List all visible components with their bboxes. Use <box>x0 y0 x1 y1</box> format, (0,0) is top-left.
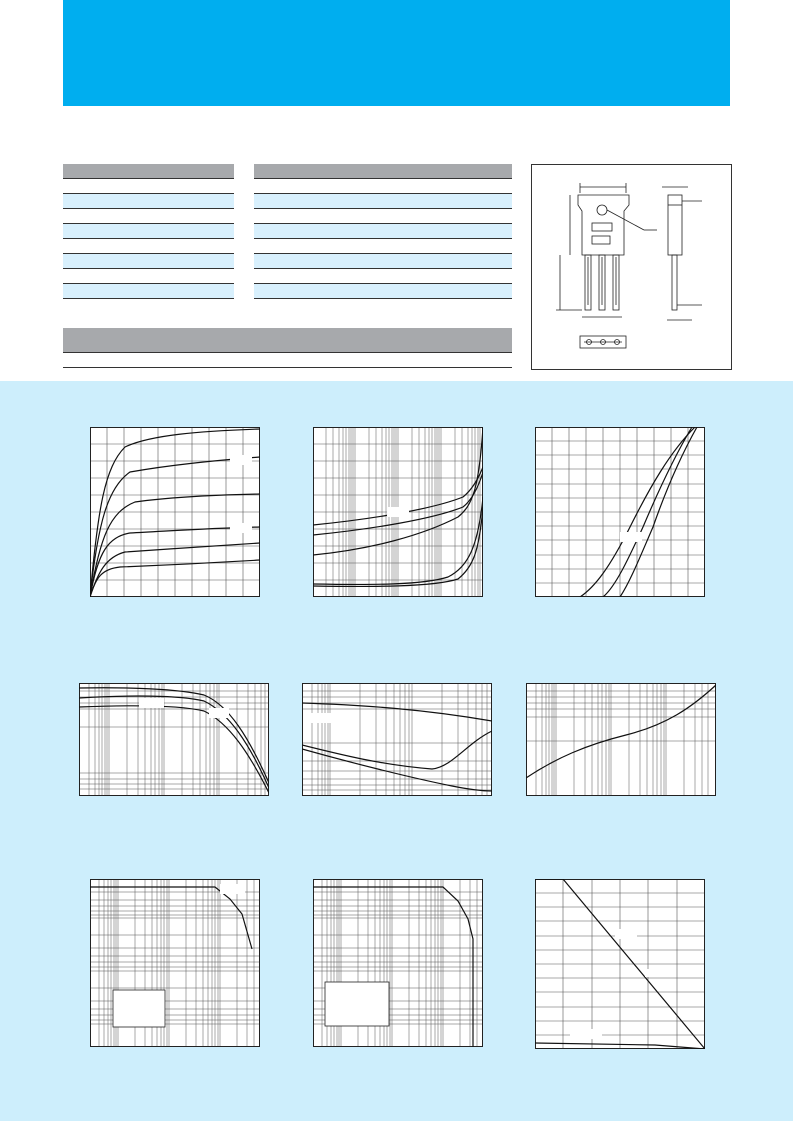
electrical-characteristics-table <box>254 164 512 299</box>
graph-vce-sat <box>313 427 483 597</box>
graph-ic-vbe <box>535 427 705 597</box>
graph-capacitance <box>526 683 716 796</box>
absolute-maximum-ratings-table <box>63 164 234 299</box>
to3p-package-outline-icon <box>532 165 731 369</box>
header-banner <box>63 0 730 106</box>
hfe-rank-table <box>63 328 512 368</box>
graph-ic-vce <box>90 427 260 597</box>
package-outline-box <box>531 164 732 370</box>
graph-power-derating <box>535 879 705 1049</box>
graph-safe-operating-area-pulse <box>313 879 483 1047</box>
graph-vce-sat-ic <box>302 683 492 796</box>
graph-safe-operating-area <box>90 879 260 1047</box>
graph-hfe-ic <box>79 683 269 796</box>
